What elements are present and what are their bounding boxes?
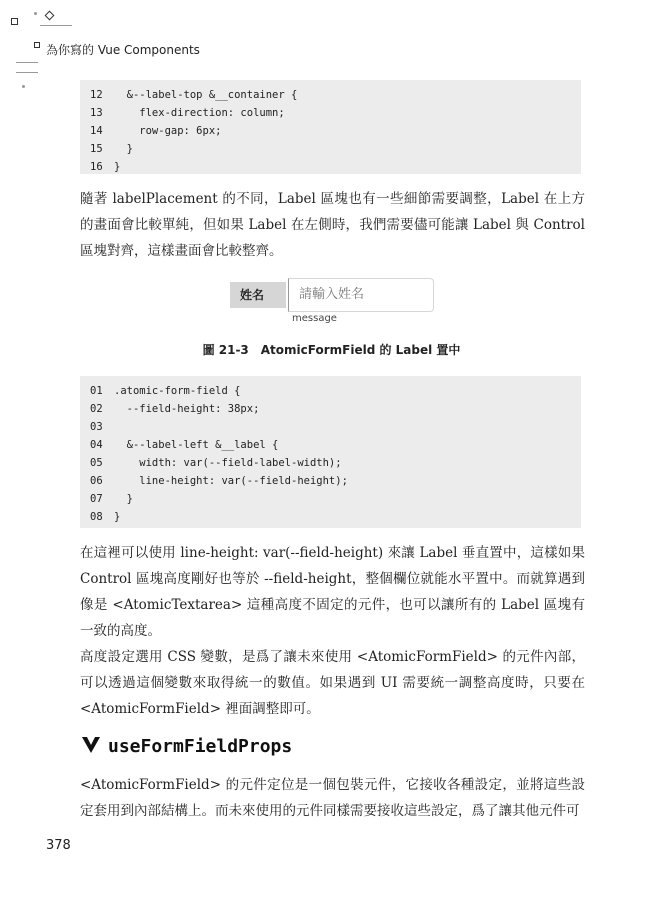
corner-diamond-mark xyxy=(45,11,55,21)
code-text: flex-direction: column; xyxy=(114,107,285,119)
code-line xyxy=(90,436,278,454)
code-text: line-height: var(--field-height); xyxy=(114,475,348,487)
code-line xyxy=(90,140,133,158)
line-number: 12 xyxy=(90,89,103,101)
code-text: &--label-left &__label { xyxy=(114,439,279,451)
paragraph-2-text: 在這裡可以使用 line-height: var(--field-height) 來讓 Label 垂直置中，這樣如果 Control 區塊高度剛好也等於 --field-height，整個欄位就能水平置中。而就算遇到像是 <AtomicTextarea> 這種高度不固定的元件，也可以讓所有的 Label 區塊有一致的高度。 xyxy=(80,545,585,639)
line-number: 03 xyxy=(90,421,103,433)
paragraph-3 xyxy=(80,644,585,722)
code-text: row-gap: 6px; xyxy=(114,125,222,137)
code-line xyxy=(90,418,114,436)
code-line xyxy=(90,490,133,508)
code-text: --field-height: 38px; xyxy=(114,403,260,415)
corner-rule-3 xyxy=(16,72,38,73)
paragraph-1 xyxy=(80,186,585,264)
figure-field-label: 姓名 xyxy=(230,282,286,308)
corner-rule-2 xyxy=(16,62,38,63)
code-text: } xyxy=(114,143,133,155)
line-number: 01 xyxy=(90,385,103,397)
code-text: } xyxy=(114,161,121,173)
paragraph-1-text: 隨著 labelPlacement 的不同，Label 區塊也有一些細節需要調整，Label 在上方的畫面會比較單純，但如果 Label 在左側時，我們需要儘可能讓 Label 與 Control 區塊對齊，這樣畫面會比較整齊。 xyxy=(80,191,585,259)
paragraph-3-text: 高度設定選用 CSS 變數，是爲了讓未來使用 <AtomicFormField> 的元件內部，可以透過這個變數來取得統一的數值。如果遇到 UI 需要統一調整高度時，只要在 <AtomicFormField> 裡面調整即可。 xyxy=(80,649,585,717)
paragraph-4-text: <AtomicFormField> 的元件定位是一個包裝元件，它接收各種設定，並將這些設定套用到內部結構上。而未來使用的元件同樣需要接收這些設定，爲了讓其他元件可 xyxy=(80,777,585,819)
line-number: 14 xyxy=(90,125,103,137)
code-block-1 xyxy=(80,80,581,174)
code-text: } xyxy=(114,493,133,505)
code-line xyxy=(90,508,120,526)
code-line xyxy=(90,104,285,122)
code-block-2 xyxy=(80,376,581,528)
line-number: 15 xyxy=(90,143,103,155)
figure-message: message xyxy=(292,313,337,324)
code-line xyxy=(90,400,259,418)
corner-square-mark xyxy=(11,18,18,25)
running-header: 為你寫的 Vue Components xyxy=(46,43,200,57)
figure-caption: 圖 21-3 AtomicFormField 的 Label 置中 xyxy=(202,343,461,357)
code-line xyxy=(90,454,342,472)
v-brand-icon xyxy=(82,737,100,753)
line-number: 07 xyxy=(90,493,103,505)
figure-name-input: 請輸入姓名 xyxy=(288,278,434,312)
section-heading-text: useFormFieldProps xyxy=(108,736,293,757)
code-text: .atomic-form-field { xyxy=(114,385,241,397)
line-number: 08 xyxy=(90,511,103,523)
figure-form-field xyxy=(230,278,434,312)
code-text: width: var(--field-label-width); xyxy=(114,457,342,469)
line-number: 02 xyxy=(90,403,103,415)
corner-square-mark-small xyxy=(34,42,40,48)
line-number: 04 xyxy=(90,439,103,451)
code-line xyxy=(90,122,221,140)
code-line xyxy=(90,382,240,400)
paragraph-4 xyxy=(80,772,585,824)
line-number: 05 xyxy=(90,457,103,469)
paragraph-2 xyxy=(80,540,585,644)
code-line xyxy=(90,472,348,490)
code-line xyxy=(90,158,120,176)
corner-rule xyxy=(40,25,72,26)
corner-dot-mark xyxy=(34,12,37,15)
code-text: } xyxy=(114,511,121,523)
corner-dot-mark-2 xyxy=(22,85,25,88)
section-heading xyxy=(82,736,292,757)
page-number: 378 xyxy=(46,838,71,853)
line-number: 13 xyxy=(90,107,103,119)
code-line xyxy=(90,86,297,104)
line-number: 06 xyxy=(90,475,103,487)
line-number: 16 xyxy=(90,161,103,173)
code-text: &--label-top &__container { xyxy=(114,89,298,101)
